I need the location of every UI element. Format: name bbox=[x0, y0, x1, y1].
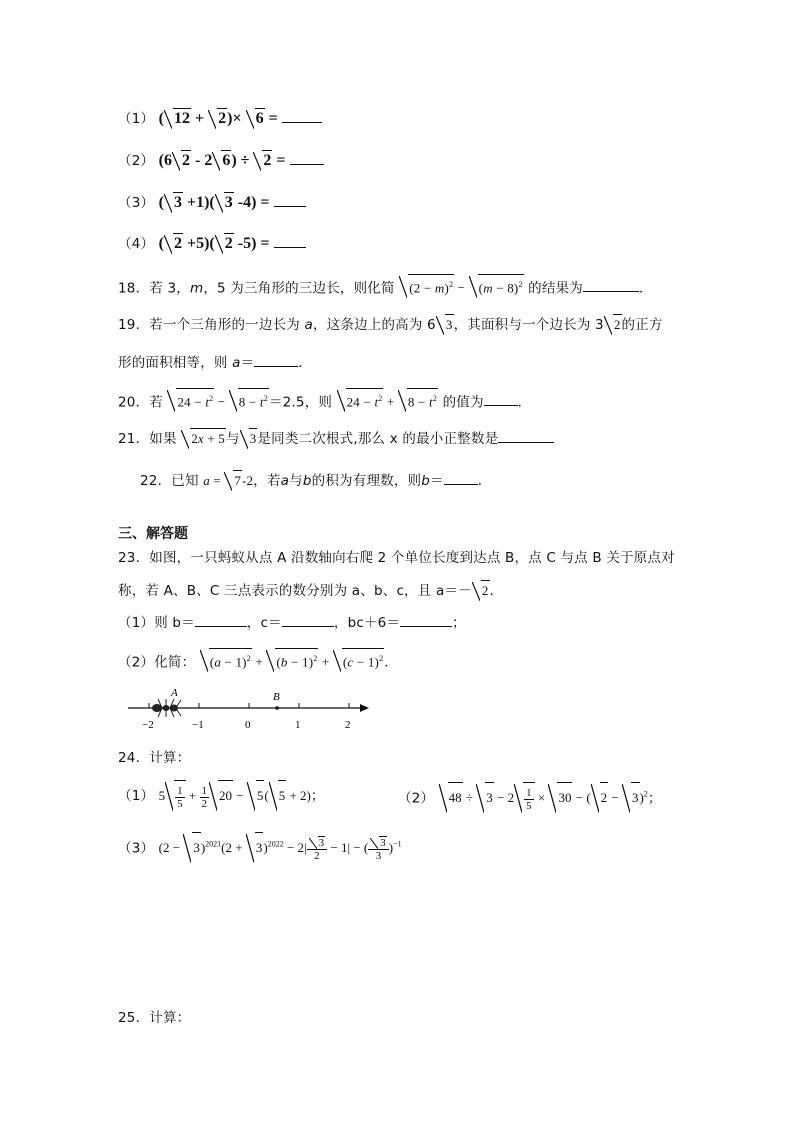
q19-line2-eq: ＝ bbox=[240, 355, 255, 371]
q19-line1-mid: ，这条边上的高为 6 bbox=[312, 317, 436, 333]
q21-sqrt3: 3 bbox=[240, 428, 258, 449]
q18-mid: ，5 为三角形的三边长，则化简 bbox=[203, 280, 395, 297]
ant-icon bbox=[152, 699, 181, 717]
q17-part1 bbox=[118, 108, 322, 129]
q23-part2 bbox=[118, 648, 398, 672]
q19-line2-prefix: 形的面积相等，则 bbox=[118, 355, 228, 371]
q20-mid: ＝2.5，则 bbox=[268, 394, 333, 411]
q22-answer-blank[interactable] bbox=[444, 470, 478, 485]
q21-prefix: 21．如果 bbox=[118, 431, 177, 447]
q21 bbox=[118, 428, 554, 449]
q24-part1-expr: 5 $\frac{1}{5}$ + $\frac{1}{2}$ 20 − 5( 5 + 2) bbox=[159, 788, 311, 803]
q22: 22．已知 a = 7-2，若a与b的积为有理数，则b＝ ． bbox=[140, 470, 491, 491]
q23-part2-prefix: （2）化简： bbox=[118, 654, 196, 671]
q23-bc-blank[interactable] bbox=[400, 612, 452, 627]
q21-suffix: 是同类二次根式,那么 x 的最小正整数是 bbox=[257, 431, 499, 447]
point-b bbox=[275, 706, 279, 710]
q19-line2 bbox=[118, 352, 312, 373]
q24-part1 bbox=[118, 780, 325, 811]
q23-line2 bbox=[118, 580, 503, 601]
q19-line1-mid2: ，其面积与一个边长为 3 bbox=[453, 317, 604, 333]
q24-part2-label: （2） bbox=[398, 790, 435, 807]
q24-part3-label: （3） bbox=[118, 840, 155, 857]
q18-answer-blank[interactable] bbox=[583, 277, 639, 292]
q19-var-a2: a bbox=[232, 355, 241, 371]
q22-mid2: 与 bbox=[289, 473, 303, 489]
q19-line1 bbox=[118, 314, 663, 335]
q23-sqrt2: 2 bbox=[472, 580, 490, 601]
q18-var-m: m bbox=[189, 280, 204, 297]
q17-part3-expr: ( 3 +1)( 3 -4) = bbox=[159, 194, 306, 211]
q24-part3 bbox=[118, 830, 402, 863]
q23-part2-expr: $(a - 1)^2 + (b - 1)^2 + (c - 1)^2$ bbox=[200, 654, 384, 669]
q20-target-expr: $24 - t^2 + 8 - t^2$ bbox=[337, 394, 438, 409]
q23-b-blank[interactable] bbox=[195, 612, 247, 627]
q21-answer-blank[interactable] bbox=[498, 428, 554, 443]
tick-label-neg1: −1 bbox=[192, 719, 204, 731]
q22-eq: ＝ bbox=[430, 473, 444, 489]
section3-title: 三、解答题 bbox=[118, 526, 188, 542]
q18-prefix: 18．若 3， bbox=[118, 280, 190, 297]
q17-part1-expr: ( 12 + 2)× 6 = bbox=[159, 110, 322, 127]
q19-var-a: a bbox=[304, 317, 313, 333]
q17-part3-label: （3） bbox=[118, 195, 155, 211]
q23-line1: 23．如图，一只蚂蚁从点 A 沿数轴向右爬 2 个单位长度到达点 B，点 C 与点 B 关于原点对 bbox=[118, 550, 675, 566]
axis-arrow-icon bbox=[360, 704, 369, 712]
q17-part2-label: （2） bbox=[118, 153, 155, 169]
label-a: A bbox=[171, 687, 178, 699]
q17-part4 bbox=[118, 233, 306, 254]
q19-end: ． bbox=[298, 355, 312, 371]
q20-prefix: 20．若 bbox=[118, 394, 163, 411]
q23-line2-end: ． bbox=[489, 583, 504, 599]
q20 bbox=[118, 388, 531, 412]
q19-sqrt2: 2 bbox=[604, 314, 622, 335]
q18-end: ． bbox=[638, 280, 653, 297]
tick-label-neg2: −2 bbox=[142, 719, 154, 731]
q23-part1-end: ； bbox=[452, 615, 466, 631]
q19-line1-prefix: 19．若一个三角形的一边长为 bbox=[118, 317, 300, 333]
q19-sqrt3: 3 bbox=[436, 314, 454, 335]
q20-answer-blank[interactable] bbox=[484, 391, 518, 406]
q24-part2 bbox=[398, 780, 662, 813]
q19-line1-suffix: 的正方 bbox=[621, 317, 663, 333]
q24-part2-end: ； bbox=[647, 790, 662, 807]
q18 bbox=[118, 274, 653, 298]
q17-part3 bbox=[118, 192, 306, 213]
q24-part1-label: （1） bbox=[118, 788, 155, 804]
q21-sqrt-2x5: 2x + 5 bbox=[181, 428, 226, 449]
q17-part4-expr: ( 2 +5)( 2 -5) = bbox=[159, 235, 306, 252]
q24-part1-end: ； bbox=[310, 788, 325, 804]
q23-part1-c: ，c＝ bbox=[246, 615, 282, 631]
q23-line2-prefix: 称，若 A、B、C 三点表示的数分别为 a、b、c，且 bbox=[118, 583, 432, 599]
q18-expr: $(2 - m)^2 - (m - 8)^2$ bbox=[399, 280, 523, 295]
q23-part1-bc: ，bc＋6＝ bbox=[333, 615, 401, 631]
q22-mid3: 的积为有理数，则 bbox=[311, 473, 422, 489]
tick-label-1: 1 bbox=[295, 719, 301, 731]
q24-part3-expr: $(2 - 3)^{2021}(2 + 3)^{2022} - 2|$ $\frac{3}{2}$ − 1| − ( $\frac{3}{3}$ )$^{-1}$ bbox=[159, 840, 402, 855]
q18-suffix: 的结果为 bbox=[528, 280, 583, 297]
label-b: B bbox=[273, 691, 280, 703]
number-line-figure bbox=[124, 686, 374, 734]
q23-line2-eq: a＝－ bbox=[435, 583, 472, 599]
q17-part2-expr: (6 2 - 2 6) ÷ 2 = bbox=[159, 152, 324, 169]
q20-end: ． bbox=[517, 394, 532, 411]
q17-part2 bbox=[118, 150, 324, 171]
q17-part4-label: （4） bbox=[118, 236, 155, 252]
q22-prefix: 22．已知 bbox=[140, 473, 199, 489]
q24-title: 24．计算： bbox=[118, 750, 191, 766]
tick-label-0: 0 bbox=[245, 719, 251, 731]
q20-given-expr: $24 - t^2 - 8 - t^2$ bbox=[167, 394, 268, 409]
tick-label-2: 2 bbox=[345, 719, 351, 731]
q17-part1-label: （1） bbox=[118, 111, 155, 127]
q23-part2-end: ． bbox=[384, 654, 398, 671]
q22-end: ． bbox=[477, 473, 492, 489]
q19-answer-blank[interactable] bbox=[254, 352, 298, 367]
q24-part2-expr: 48 ÷ 3 − 2 $\frac{1}{5}$ × 30 − ( 2 − 3)$^2$ bbox=[439, 790, 648, 805]
q23-part1 bbox=[118, 612, 466, 633]
q21-mid: 与 bbox=[226, 431, 240, 447]
q22-a-def: a = 7-2 bbox=[203, 473, 253, 488]
q25-title: 25．计算： bbox=[118, 1010, 191, 1026]
q23-part1-prefix: （1）则 b＝ bbox=[118, 615, 195, 631]
q23-c-blank[interactable] bbox=[282, 612, 334, 627]
q22-mid: ，若 bbox=[253, 473, 281, 489]
q20-suffix: 的值为 bbox=[442, 394, 484, 411]
